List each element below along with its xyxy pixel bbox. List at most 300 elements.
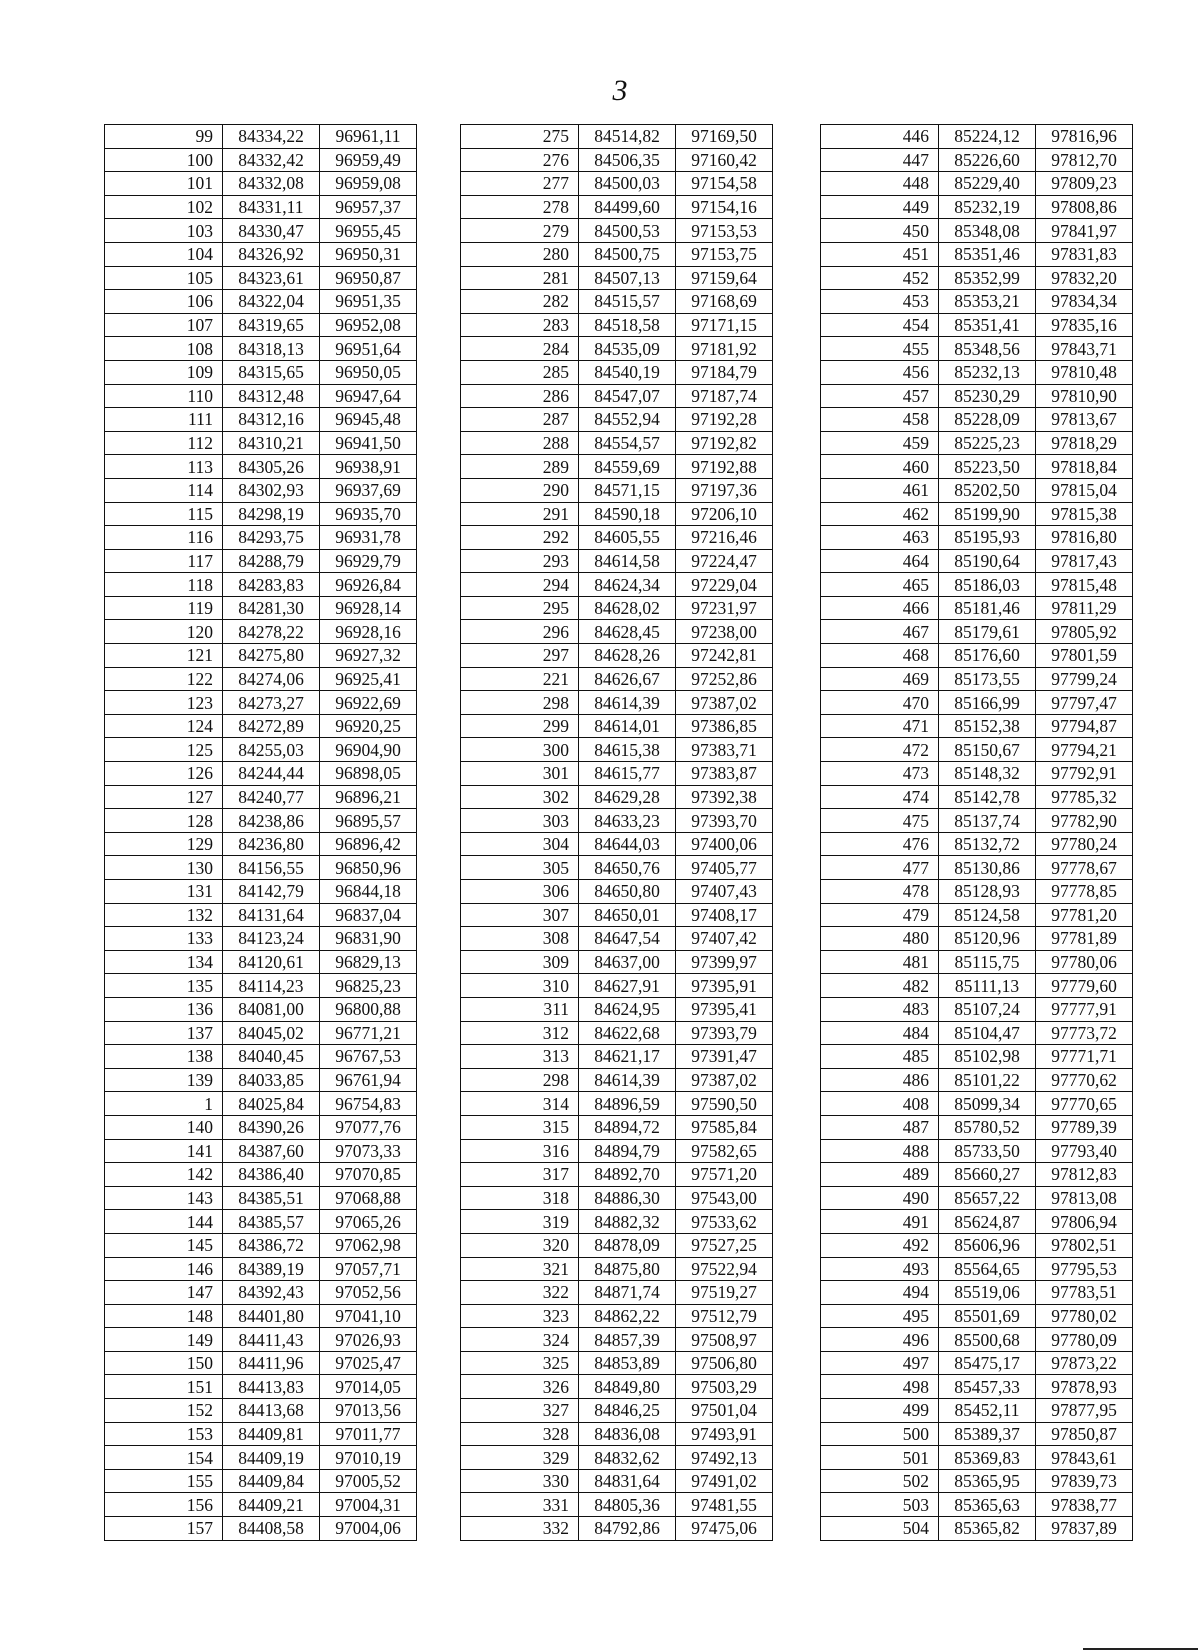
point-number-cell: 328	[461, 1422, 579, 1446]
x-coordinate-cell: 84559,69	[579, 455, 676, 479]
x-coordinate-cell: 84385,51	[223, 1186, 320, 1210]
y-coordinate-cell: 97818,84	[1036, 455, 1133, 479]
y-coordinate-cell: 97585,84	[676, 1115, 773, 1139]
x-coordinate-cell: 84500,03	[579, 172, 676, 196]
x-coordinate-cell: 84238,86	[223, 809, 320, 833]
table-row	[105, 1304, 417, 1328]
point-number-cell: 504	[821, 1517, 939, 1541]
x-coordinate-cell: 84240,77	[223, 785, 320, 809]
point-number-cell: 143	[105, 1186, 223, 1210]
table-row	[105, 384, 417, 408]
point-number-cell: 115	[105, 502, 223, 526]
point-number-cell: 458	[821, 408, 939, 432]
x-coordinate-cell: 84590,18	[579, 502, 676, 526]
x-coordinate-cell: 85228,09	[939, 408, 1036, 432]
point-number-cell: 313	[461, 1045, 579, 1069]
table-row	[461, 1493, 773, 1517]
point-number-cell: 105	[105, 266, 223, 290]
y-coordinate-cell: 97771,71	[1036, 1045, 1133, 1069]
y-coordinate-cell: 97062,98	[320, 1233, 417, 1257]
x-coordinate-cell: 84288,79	[223, 549, 320, 573]
point-number-cell: 142	[105, 1163, 223, 1187]
table-row	[105, 1186, 417, 1210]
x-coordinate-cell: 85389,37	[939, 1422, 1036, 1446]
table-row	[821, 1517, 1133, 1541]
table-row	[461, 809, 773, 833]
x-coordinate-cell: 85150,67	[939, 738, 1036, 762]
table-row	[461, 313, 773, 337]
point-number-cell: 321	[461, 1257, 579, 1281]
x-coordinate-cell: 84622,68	[579, 1021, 676, 1045]
x-coordinate-cell: 85202,50	[939, 478, 1036, 502]
x-coordinate-cell: 84792,86	[579, 1517, 676, 1541]
point-number-cell: 308	[461, 927, 579, 951]
point-number-cell: 329	[461, 1446, 579, 1470]
point-number-cell: 476	[821, 832, 939, 856]
x-coordinate-cell: 84886,30	[579, 1186, 676, 1210]
point-number-cell: 491	[821, 1210, 939, 1234]
point-number-cell: 291	[461, 502, 579, 526]
y-coordinate-cell: 97522,94	[676, 1257, 773, 1281]
table-row	[105, 502, 417, 526]
x-coordinate-cell: 84330,47	[223, 219, 320, 243]
table-row	[821, 620, 1133, 644]
table-row	[461, 219, 773, 243]
table-row	[105, 880, 417, 904]
table-row	[821, 1021, 1133, 1045]
table-row	[461, 644, 773, 668]
table-row	[105, 1493, 417, 1517]
point-number-cell: 326	[461, 1375, 579, 1399]
point-number-cell: 113	[105, 455, 223, 479]
table-row	[461, 125, 773, 149]
table-row	[461, 573, 773, 597]
point-number-cell: 497	[821, 1351, 939, 1375]
y-coordinate-cell: 96950,31	[320, 242, 417, 266]
table-row	[105, 408, 417, 432]
table-row	[821, 974, 1133, 998]
point-number-cell: 454	[821, 313, 939, 337]
x-coordinate-cell: 84045,02	[223, 1021, 320, 1045]
point-number-cell: 132	[105, 903, 223, 927]
y-coordinate-cell: 97216,46	[676, 526, 773, 550]
y-coordinate-cell: 97153,53	[676, 219, 773, 243]
y-coordinate-cell: 97519,27	[676, 1281, 773, 1305]
x-coordinate-cell: 84615,38	[579, 738, 676, 762]
table-row	[821, 1163, 1133, 1187]
y-coordinate-cell: 97873,22	[1036, 1351, 1133, 1375]
point-number-cell: 492	[821, 1233, 939, 1257]
table-row	[461, 620, 773, 644]
x-coordinate-cell: 85351,41	[939, 313, 1036, 337]
x-coordinate-cell: 84298,19	[223, 502, 320, 526]
table-row	[105, 478, 417, 502]
table-row	[105, 997, 417, 1021]
table-row	[461, 478, 773, 502]
y-coordinate-cell: 97387,02	[676, 1068, 773, 1092]
point-number-cell: 470	[821, 691, 939, 715]
table-row	[105, 644, 417, 668]
y-coordinate-cell: 97004,31	[320, 1493, 417, 1517]
point-number-cell: 141	[105, 1139, 223, 1163]
table-row	[821, 691, 1133, 715]
table-row	[461, 762, 773, 786]
y-coordinate-cell: 97013,56	[320, 1399, 417, 1423]
y-coordinate-cell: 97391,47	[676, 1045, 773, 1069]
point-number-cell: 292	[461, 526, 579, 550]
point-number-cell: 281	[461, 266, 579, 290]
x-coordinate-cell: 84628,45	[579, 620, 676, 644]
table-row	[461, 290, 773, 314]
point-number-cell: 277	[461, 172, 579, 196]
point-number-cell: 480	[821, 927, 939, 951]
y-coordinate-cell: 97781,20	[1036, 903, 1133, 927]
point-number-cell: 451	[821, 242, 939, 266]
table-row	[821, 1045, 1133, 1069]
point-number-cell: 306	[461, 880, 579, 904]
x-coordinate-cell: 84315,65	[223, 360, 320, 384]
table-row	[821, 337, 1133, 361]
x-coordinate-cell: 85166,99	[939, 691, 1036, 715]
x-coordinate-cell: 85111,13	[939, 974, 1036, 998]
table-row	[821, 1351, 1133, 1375]
x-coordinate-cell: 84871,74	[579, 1281, 676, 1305]
point-number-cell: 149	[105, 1328, 223, 1352]
coordinates-table-1	[104, 124, 417, 1541]
table-row	[105, 431, 417, 455]
table-row	[461, 360, 773, 384]
point-number-cell: 133	[105, 927, 223, 951]
point-number-cell: 140	[105, 1115, 223, 1139]
y-coordinate-cell: 97770,65	[1036, 1092, 1133, 1116]
point-number-cell: 461	[821, 478, 939, 502]
x-coordinate-cell: 84647,54	[579, 927, 676, 951]
point-number-cell: 103	[105, 219, 223, 243]
x-coordinate-cell: 84305,26	[223, 455, 320, 479]
table-row	[821, 1422, 1133, 1446]
x-coordinate-cell: 84409,21	[223, 1493, 320, 1517]
table-row	[821, 360, 1133, 384]
x-coordinate-cell: 84281,30	[223, 596, 320, 620]
x-coordinate-cell: 84554,57	[579, 431, 676, 455]
y-coordinate-cell: 96931,78	[320, 526, 417, 550]
point-number-cell: 499	[821, 1399, 939, 1423]
y-coordinate-cell: 97831,83	[1036, 242, 1133, 266]
x-coordinate-cell: 84273,27	[223, 691, 320, 715]
x-coordinate-cell: 84302,93	[223, 478, 320, 502]
y-coordinate-cell: 97805,92	[1036, 620, 1133, 644]
x-coordinate-cell: 85452,11	[939, 1399, 1036, 1423]
table-row	[461, 832, 773, 856]
x-coordinate-cell: 84507,13	[579, 266, 676, 290]
table-row	[821, 950, 1133, 974]
table-row	[821, 1328, 1133, 1352]
y-coordinate-cell: 97068,88	[320, 1186, 417, 1210]
x-coordinate-cell: 84628,26	[579, 644, 676, 668]
x-coordinate-cell: 84386,72	[223, 1233, 320, 1257]
table-row	[461, 1304, 773, 1328]
point-number-cell: 109	[105, 360, 223, 384]
y-coordinate-cell: 96951,35	[320, 290, 417, 314]
point-number-cell: 450	[821, 219, 939, 243]
y-coordinate-cell: 97817,43	[1036, 549, 1133, 573]
point-number-cell: 148	[105, 1304, 223, 1328]
y-coordinate-cell: 97395,41	[676, 997, 773, 1021]
y-coordinate-cell: 97057,71	[320, 1257, 417, 1281]
table-row	[461, 1068, 773, 1092]
point-number-cell: 110	[105, 384, 223, 408]
table-row	[461, 903, 773, 927]
y-coordinate-cell: 97843,71	[1036, 337, 1133, 361]
y-coordinate-cell: 97810,48	[1036, 360, 1133, 384]
table-row	[821, 1257, 1133, 1281]
point-number-cell: 332	[461, 1517, 579, 1541]
x-coordinate-cell: 84500,53	[579, 219, 676, 243]
y-coordinate-cell: 97815,38	[1036, 502, 1133, 526]
x-coordinate-cell: 84540,19	[579, 360, 676, 384]
x-coordinate-cell: 84332,42	[223, 148, 320, 172]
x-coordinate-cell: 84506,35	[579, 148, 676, 172]
y-coordinate-cell: 96928,14	[320, 596, 417, 620]
point-number-cell: 327	[461, 1399, 579, 1423]
table-row	[461, 1045, 773, 1069]
y-coordinate-cell: 96896,42	[320, 832, 417, 856]
x-coordinate-cell: 84614,58	[579, 549, 676, 573]
y-coordinate-cell: 97590,50	[676, 1092, 773, 1116]
y-coordinate-cell: 96955,45	[320, 219, 417, 243]
x-coordinate-cell: 84514,82	[579, 125, 676, 149]
table-row	[461, 1257, 773, 1281]
point-number-cell: 310	[461, 974, 579, 998]
table-row	[461, 502, 773, 526]
y-coordinate-cell: 97792,91	[1036, 762, 1133, 786]
y-coordinate-cell: 96926,84	[320, 573, 417, 597]
point-number-cell: 325	[461, 1351, 579, 1375]
point-number-cell: 304	[461, 832, 579, 856]
y-coordinate-cell: 97065,26	[320, 1210, 417, 1234]
x-coordinate-cell: 84627,91	[579, 974, 676, 998]
y-coordinate-cell: 97813,08	[1036, 1186, 1133, 1210]
point-number-cell: 488	[821, 1139, 939, 1163]
point-number-cell: 294	[461, 573, 579, 597]
y-coordinate-cell: 97005,52	[320, 1469, 417, 1493]
point-number-cell: 284	[461, 337, 579, 361]
x-coordinate-cell: 84615,77	[579, 762, 676, 786]
x-coordinate-cell: 84500,75	[579, 242, 676, 266]
x-coordinate-cell: 84518,58	[579, 313, 676, 337]
table-row	[461, 1375, 773, 1399]
point-number-cell: 287	[461, 408, 579, 432]
y-coordinate-cell: 97582,65	[676, 1139, 773, 1163]
y-coordinate-cell: 97835,16	[1036, 313, 1133, 337]
x-coordinate-cell: 84310,21	[223, 431, 320, 455]
point-number-cell: 116	[105, 526, 223, 550]
table-row	[821, 1186, 1133, 1210]
y-coordinate-cell: 96754,83	[320, 1092, 417, 1116]
y-coordinate-cell: 97780,09	[1036, 1328, 1133, 1352]
point-number-cell: 137	[105, 1021, 223, 1045]
y-coordinate-cell: 97818,29	[1036, 431, 1133, 455]
table-row	[461, 1021, 773, 1045]
y-coordinate-cell: 97168,69	[676, 290, 773, 314]
y-coordinate-cell: 97841,97	[1036, 219, 1133, 243]
table-row	[105, 1375, 417, 1399]
table-row	[105, 266, 417, 290]
x-coordinate-cell: 85115,75	[939, 950, 1036, 974]
x-coordinate-cell: 84274,06	[223, 667, 320, 691]
x-coordinate-cell: 84637,00	[579, 950, 676, 974]
x-coordinate-cell: 84312,48	[223, 384, 320, 408]
x-coordinate-cell: 84334,22	[223, 125, 320, 149]
point-number-cell: 316	[461, 1139, 579, 1163]
x-coordinate-cell: 84629,28	[579, 785, 676, 809]
x-coordinate-cell: 85365,63	[939, 1493, 1036, 1517]
point-number-cell: 463	[821, 526, 939, 550]
x-coordinate-cell: 84633,23	[579, 809, 676, 833]
x-coordinate-cell: 85230,29	[939, 384, 1036, 408]
point-number-cell: 459	[821, 431, 939, 455]
y-coordinate-cell: 97810,90	[1036, 384, 1133, 408]
x-coordinate-cell: 85137,74	[939, 809, 1036, 833]
point-number-cell: 460	[821, 455, 939, 479]
point-number-cell: 135	[105, 974, 223, 998]
table-row	[821, 762, 1133, 786]
table-row	[105, 1281, 417, 1305]
y-coordinate-cell: 97808,86	[1036, 195, 1133, 219]
point-number-cell: 144	[105, 1210, 223, 1234]
table-row	[105, 172, 417, 196]
x-coordinate-cell: 84278,22	[223, 620, 320, 644]
y-coordinate-cell: 96935,70	[320, 502, 417, 526]
point-number-cell: 299	[461, 714, 579, 738]
point-number-cell: 303	[461, 809, 579, 833]
x-coordinate-cell: 84650,80	[579, 880, 676, 904]
x-coordinate-cell: 85226,60	[939, 148, 1036, 172]
point-number-cell: 157	[105, 1517, 223, 1541]
point-number-cell: 130	[105, 856, 223, 880]
y-coordinate-cell: 97837,89	[1036, 1517, 1133, 1541]
point-number-cell: 120	[105, 620, 223, 644]
x-coordinate-cell: 84272,89	[223, 714, 320, 738]
y-coordinate-cell: 96961,11	[320, 125, 417, 149]
table-row	[821, 738, 1133, 762]
point-number-cell: 447	[821, 148, 939, 172]
point-number-cell: 307	[461, 903, 579, 927]
point-number-cell: 295	[461, 596, 579, 620]
table-row	[461, 148, 773, 172]
x-coordinate-cell: 84411,43	[223, 1328, 320, 1352]
x-coordinate-cell: 85348,56	[939, 337, 1036, 361]
point-number-cell: 121	[105, 644, 223, 668]
table-row	[461, 1399, 773, 1423]
table-row	[821, 478, 1133, 502]
y-coordinate-cell: 96925,41	[320, 667, 417, 691]
y-coordinate-cell: 97816,80	[1036, 526, 1133, 550]
table-row	[461, 1139, 773, 1163]
y-coordinate-cell: 97799,24	[1036, 667, 1133, 691]
point-number-cell: 324	[461, 1328, 579, 1352]
y-coordinate-cell: 97491,02	[676, 1469, 773, 1493]
y-coordinate-cell: 97850,87	[1036, 1422, 1133, 1446]
table-row	[105, 691, 417, 715]
x-coordinate-cell: 85101,22	[939, 1068, 1036, 1092]
table-row	[821, 290, 1133, 314]
x-coordinate-cell: 84244,44	[223, 762, 320, 786]
x-coordinate-cell: 84142,79	[223, 880, 320, 904]
table-row	[821, 384, 1133, 408]
x-coordinate-cell: 85130,86	[939, 856, 1036, 880]
table-row	[461, 880, 773, 904]
y-coordinate-cell: 96825,23	[320, 974, 417, 998]
x-coordinate-cell: 85564,65	[939, 1257, 1036, 1281]
point-number-cell: 152	[105, 1399, 223, 1423]
point-number-cell: 123	[105, 691, 223, 715]
table-row	[105, 738, 417, 762]
point-number-cell: 301	[461, 762, 579, 786]
table-row	[821, 927, 1133, 951]
point-number-cell: 481	[821, 950, 939, 974]
point-number-cell: 302	[461, 785, 579, 809]
point-number-cell: 448	[821, 172, 939, 196]
y-coordinate-cell: 97041,10	[320, 1304, 417, 1328]
point-number-cell: 106	[105, 290, 223, 314]
x-coordinate-cell: 84255,03	[223, 738, 320, 762]
table-row	[105, 1068, 417, 1092]
point-number-cell: 124	[105, 714, 223, 738]
table-row	[461, 667, 773, 691]
y-coordinate-cell: 97493,91	[676, 1422, 773, 1446]
point-number-cell: 485	[821, 1045, 939, 1069]
y-coordinate-cell: 97014,05	[320, 1375, 417, 1399]
point-number-cell: 125	[105, 738, 223, 762]
y-coordinate-cell: 96950,05	[320, 360, 417, 384]
y-coordinate-cell: 97405,77	[676, 856, 773, 880]
table-row	[461, 266, 773, 290]
x-coordinate-cell: 84156,55	[223, 856, 320, 880]
x-coordinate-cell: 84535,09	[579, 337, 676, 361]
table-row	[461, 408, 773, 432]
point-number-cell: 156	[105, 1493, 223, 1517]
table-row	[105, 219, 417, 243]
y-coordinate-cell: 97815,04	[1036, 478, 1133, 502]
y-coordinate-cell: 96937,69	[320, 478, 417, 502]
x-coordinate-cell: 85124,58	[939, 903, 1036, 927]
table-row	[105, 195, 417, 219]
point-number-cell: 494	[821, 1281, 939, 1305]
table-row	[461, 242, 773, 266]
point-number-cell: 482	[821, 974, 939, 998]
table-row	[105, 1469, 417, 1493]
x-coordinate-cell: 84322,04	[223, 290, 320, 314]
table-row	[821, 1092, 1133, 1116]
y-coordinate-cell: 97780,24	[1036, 832, 1133, 856]
point-number-cell: 474	[821, 785, 939, 809]
y-coordinate-cell: 97811,29	[1036, 596, 1133, 620]
x-coordinate-cell: 84836,08	[579, 1422, 676, 1446]
y-coordinate-cell: 96767,53	[320, 1045, 417, 1069]
table-row	[821, 455, 1133, 479]
table-row	[461, 856, 773, 880]
x-coordinate-cell: 84392,43	[223, 1281, 320, 1305]
y-coordinate-cell: 97815,48	[1036, 573, 1133, 597]
point-number-cell: 136	[105, 997, 223, 1021]
table-row	[105, 1399, 417, 1423]
point-number-cell: 462	[821, 502, 939, 526]
point-number-cell: 102	[105, 195, 223, 219]
x-coordinate-cell: 85190,64	[939, 549, 1036, 573]
y-coordinate-cell: 97224,47	[676, 549, 773, 573]
y-coordinate-cell: 96800,88	[320, 997, 417, 1021]
